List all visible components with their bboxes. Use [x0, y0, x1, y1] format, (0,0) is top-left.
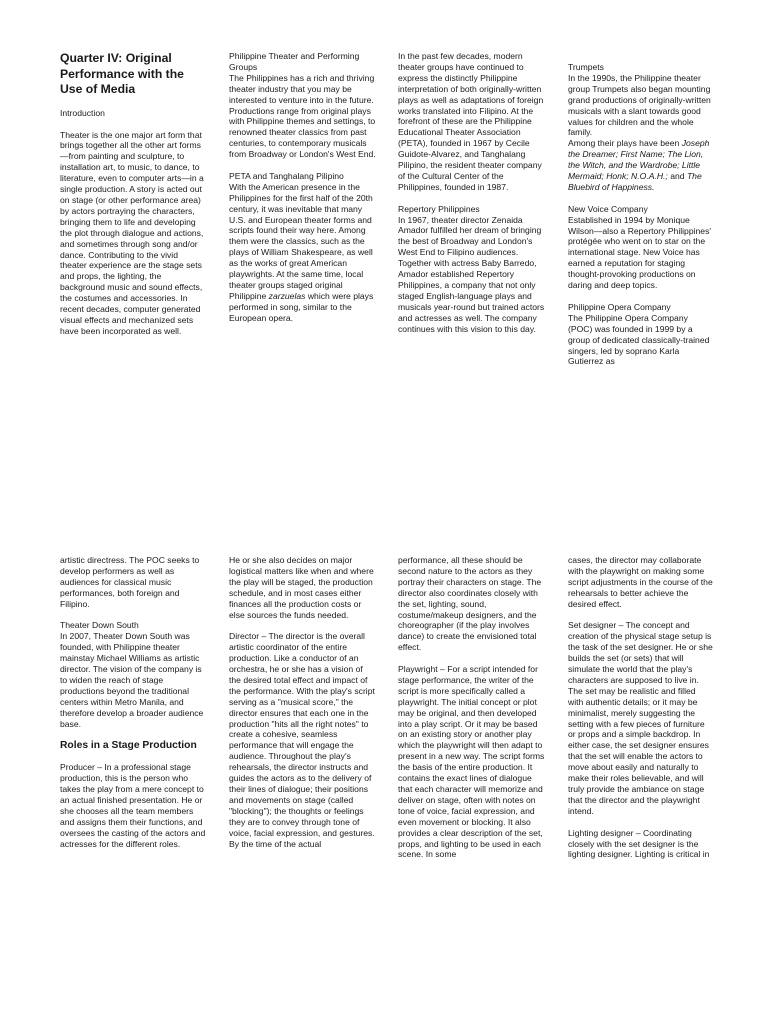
director-paragraph: Director – The director is the overall artistic coordinator of the entire production. Like a conductor of an orchestra, he or she has a vision of the desired total effect and impact of the performance. With the play's script serving as a "musical score," the director ensures that each one in the production "hits all the right notes" to create a cohesive, seamless performance that will engage the audience. Throughout the play's rehearsals, the director instructs and guides the actors as to the delivery of their lines of dialogue; their positions and movements on stage (called "blocking"); the thoughts or feelings they are to convey through tone of voice, facial expression, and gestures. By the time of the actual	[229, 631, 375, 849]
director-continued-paragraph: performance, all these should be second nature to the actors as they portray their characters on stage. The director also coordinates closely with the set, lighting, sound, costume/makeup designers, and the choreographer (if the play involves dance) to create the envisioned total effect.	[398, 555, 542, 653]
page2-column-2	[229, 555, 377, 849]
repertory-paragraph: In 1967, theater director Zenaida Amador fulfilled her dream of bringing the best of Broadway and London's West End to Filipino audiences. Together with actress Baby Barredo, Amador established Repertory Philippines, a company that not only staged English-language plays and musicals year-round but trained actors and actresses as well. The company continues with this vision to this day.	[398, 214, 545, 334]
playwright-paragraph: Playwright – For a script intended for stage performance, the writer of the script is more specifically called a playwright. The initial concept or plot may be original, and then developed into a play script. Or it may be based on an existing story or another play which the playwright will then adapt to present in a new way. The script forms the basis of the entire production. It contains the exact lines of dialogue that each character will memorize and deliver on stage, often with notes on tone of voice, facial expression, and even movement or blocking. It also provides a clear description of the set, props, and lighting to be used in each scene. In some	[398, 664, 545, 860]
playwright-continued-paragraph: cases, the director may collaborate with the playwright on making some script adjustments in the course of the rehearsals to better achieve the desired effect.	[568, 555, 713, 609]
plays-intro: Among their plays have been	[568, 138, 680, 149]
introduction-heading: Introduction	[60, 107, 105, 118]
peta-tanghalang-paragraph	[229, 182, 377, 324]
page1-column-4	[568, 62, 713, 367]
trumpets-plays	[568, 138, 713, 193]
plays-last: The Bluebird of Happiness.	[568, 171, 702, 192]
roles-heading: Roles in a Stage Production	[60, 740, 197, 752]
page1-column-3	[398, 51, 546, 335]
new-voice-heading: New Voice Company	[568, 203, 648, 214]
page1-column-1	[60, 51, 207, 337]
producer-paragraph: Producer – In a professional stage production, this is the person who takes the play from a mere concept to an actual finished presentation. He or she chooses all the team members and assigns them their functions, and oversees the casting of the actors and actresses for the different roles.	[60, 762, 206, 849]
philippine-theater-paragraph: The Philippines has a rich and thriving theater industry that you may be interested to venture into in the future. Productions range from original plays with Philippine themes and settings, to renowned theater classics from past centuries, to contemporary musicals from Broadway or London's West End.	[229, 72, 376, 160]
introduction-paragraph: Theater is the one major art form that brings together all the other art forms—from painting and sculpture, to installation art, to music, to dance, to literature, even to computer arts—in a single production. A story is acted out on stage (or other performance area) by actors portraying the characters, bringing them to life and developing the plot through dialogue and actions, and sometimes through song and/or dance. Contributing to the vivid theater experience are the stage sets and props, the lighting, the background music and sound effects, the costumes and accessories. In recent decades, computer generated visual effects and mechanized sets have been incorporated as well.	[60, 129, 204, 336]
modern-theater-paragraph: In the past few decades, modern theater groups have continued to express the distinctly Philippine interpretation of both originally-written plays as well as adaptations of foreign works translated into Filipino. At the forefront of these are the Philippine Educational Theater Association (PETA), founded in 1967 by Cecile Guidote-Alvarez, and Tanghalang Pilipino, the resident theater company of the Cultural Center of the Philippines, founded in 1987.	[398, 51, 544, 192]
page2-column-1	[60, 555, 207, 850]
page2-column-4	[568, 555, 713, 860]
trumpets-paragraph: In the 1990s, the Philippine theater group Trumpets also began mounting grand productions of originally-written musicals with a slant towards good values for children and the whole family.	[568, 72, 711, 138]
opera-company-heading: Philippine Opera Company	[568, 301, 671, 312]
plays-and: and	[670, 171, 685, 182]
repertory-heading: Repertory Philippines	[398, 203, 480, 214]
page1-column-2	[229, 51, 377, 324]
opera-company-paragraph: The Philippine Opera Company (POC) was founded in 1999 by a group of dedicated classically-trained singers, led by soprano Karla Gutierrez as	[568, 312, 710, 367]
peta-text-end: which were plays performed in song, similar to the European opera.	[229, 290, 374, 323]
plays-list: Joseph the Dreamer; First Name; The Lion, the Witch, and the Wardrobe; Little Mermaid; Honk; N.O.A.H.;	[568, 138, 710, 182]
philippine-theater-heading: Philippine Theater and Performing Groups	[229, 51, 360, 72]
theater-down-south-paragraph: In 2007, Theater Down South was founded, with Philippine theater mainstay Michael Williams as artistic director. The vision of the company is to widen the reach of stage productions beyond the traditional centers within Metro Manila, and therefore develop a broader audience base.	[60, 631, 204, 729]
peta-tanghalang-heading: PETA and Tanghalang Pilipino	[229, 170, 344, 181]
lighting-designer-paragraph: Lighting designer – Coordinating closely with the set designer is the lighting designer. Lighting is critical in	[568, 827, 710, 860]
page2-column-3	[398, 555, 546, 860]
trumpets-heading: Trumpets	[568, 62, 604, 72]
new-voice-paragraph: Established in 1994 by Monique Wilson—also a Repertory Philippines' protégée who went on to star on the international stage. New Voice has earned a reputation for staging thought-provoking productions on daring and deep topics.	[568, 214, 712, 291]
peta-text-start: With the American presence in the Philippines for the first half of the 20th century, it was inevitable that many U.S. and European theater forms and scripts found their way here. Among them were the classics, such as the plays of William Shakespeare, as well as the works of great American playwrights. At the same time, local theater groups staged original Philippine	[229, 181, 373, 301]
set-designer-paragraph: Set designer – The concept and creation of the physical stage setup is the task of the set designer. He or she builds the set (or sets) that will simulate the world that the play's characters are supposed to live in. The set may be realistic and filled with authentic details; or it may be minimalist, merely suggesting the setting with a few pieces of furniture or props and a simple backdrop. In either case, the set designer ensures that the set will enable the actors to move about easily and naturally to make their roles believable, and will truly provide the ambiance on stage that the director and the playwright intend.	[568, 620, 713, 816]
producer-continued-paragraph: He or she also decides on major logistical matters like when and where the play will be staged, the production schedule, and in most cases either finances all the production costs or else sources the funds needed.	[229, 555, 374, 620]
poc-continued-paragraph: artistic directress. The POC seeks to develop performers as well as audiences for classical music performances, both foreign and Filipino.	[60, 555, 200, 609]
theater-down-south-heading: Theater Down South	[60, 620, 139, 631]
zarzuelas-term: zarzuelas	[268, 290, 306, 301]
page-title: Quarter IV: Original Performance with the Use of Media	[60, 51, 184, 97]
